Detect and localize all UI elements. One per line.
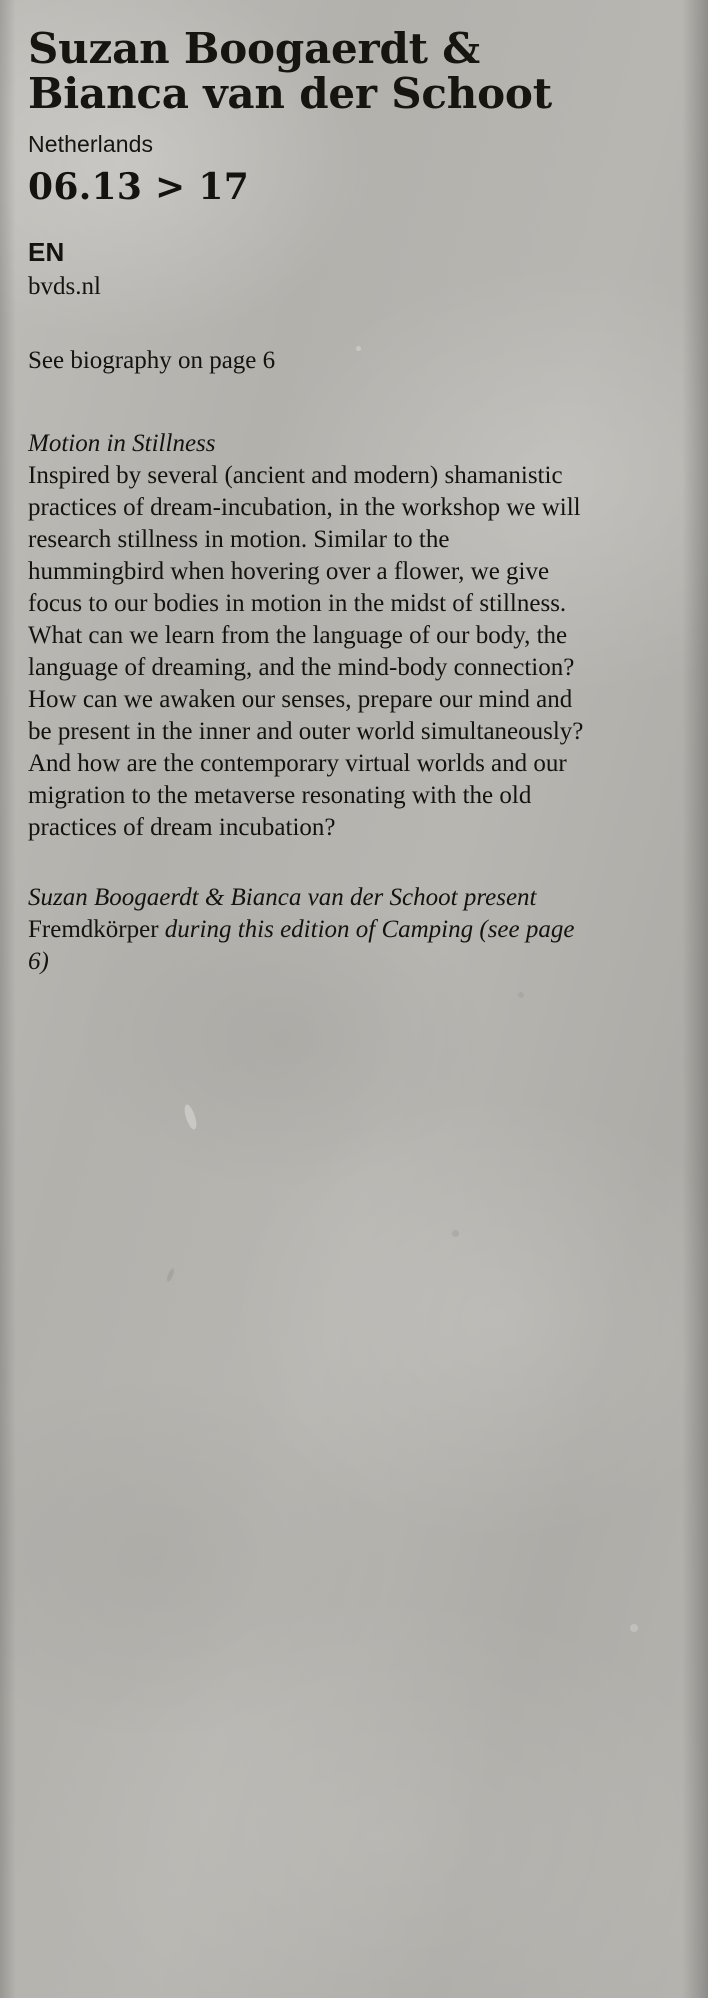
language-badge: EN [28, 236, 65, 267]
credit-work-name: Fremdkörper [28, 916, 159, 944]
paper-speck [452, 1230, 459, 1237]
event-dates: 06.13 > 17 [28, 166, 250, 209]
paper-speck [518, 992, 524, 998]
artist-website[interactable]: bvds.nl [28, 273, 101, 301]
credit-text-lead: Suzan Boogaerdt & Bianca van der Schoot present [28, 884, 537, 912]
biography-reference: See biography on page 6 [28, 347, 276, 375]
work-title: Motion in Stillness [28, 430, 216, 458]
artist-name: Suzan Boogaerdt & Bianca van der Schoot [28, 24, 552, 119]
page-title [28, 26, 584, 162]
paper-speck [630, 1624, 638, 1632]
performance-credit [28, 882, 584, 978]
artist-country: Netherlands [28, 130, 154, 157]
paper-speck [182, 1103, 199, 1131]
paper-speck [166, 1268, 176, 1283]
credit-text-tail: during this edition of Camping (see page 6) [28, 916, 575, 976]
work-description: Inspired by several (ancient and modern) shamanistic practices of dream-incubation, in the workshop we will research stillness in motion. Similar to the hummingbird when hovering over a flower, we give focus to our bodies in motion in the midst of stillness. What can we learn from the language of our body, the language of dreaming, and the mind-body connection? How can we awaken our senses, prepare our mind and be present in the inner and outer world simultaneously? And how are the contemporary virtual worlds and our migration to the metaverse resonating with the old practices of dream incubation? [28, 462, 584, 842]
page-content [28, 26, 584, 978]
